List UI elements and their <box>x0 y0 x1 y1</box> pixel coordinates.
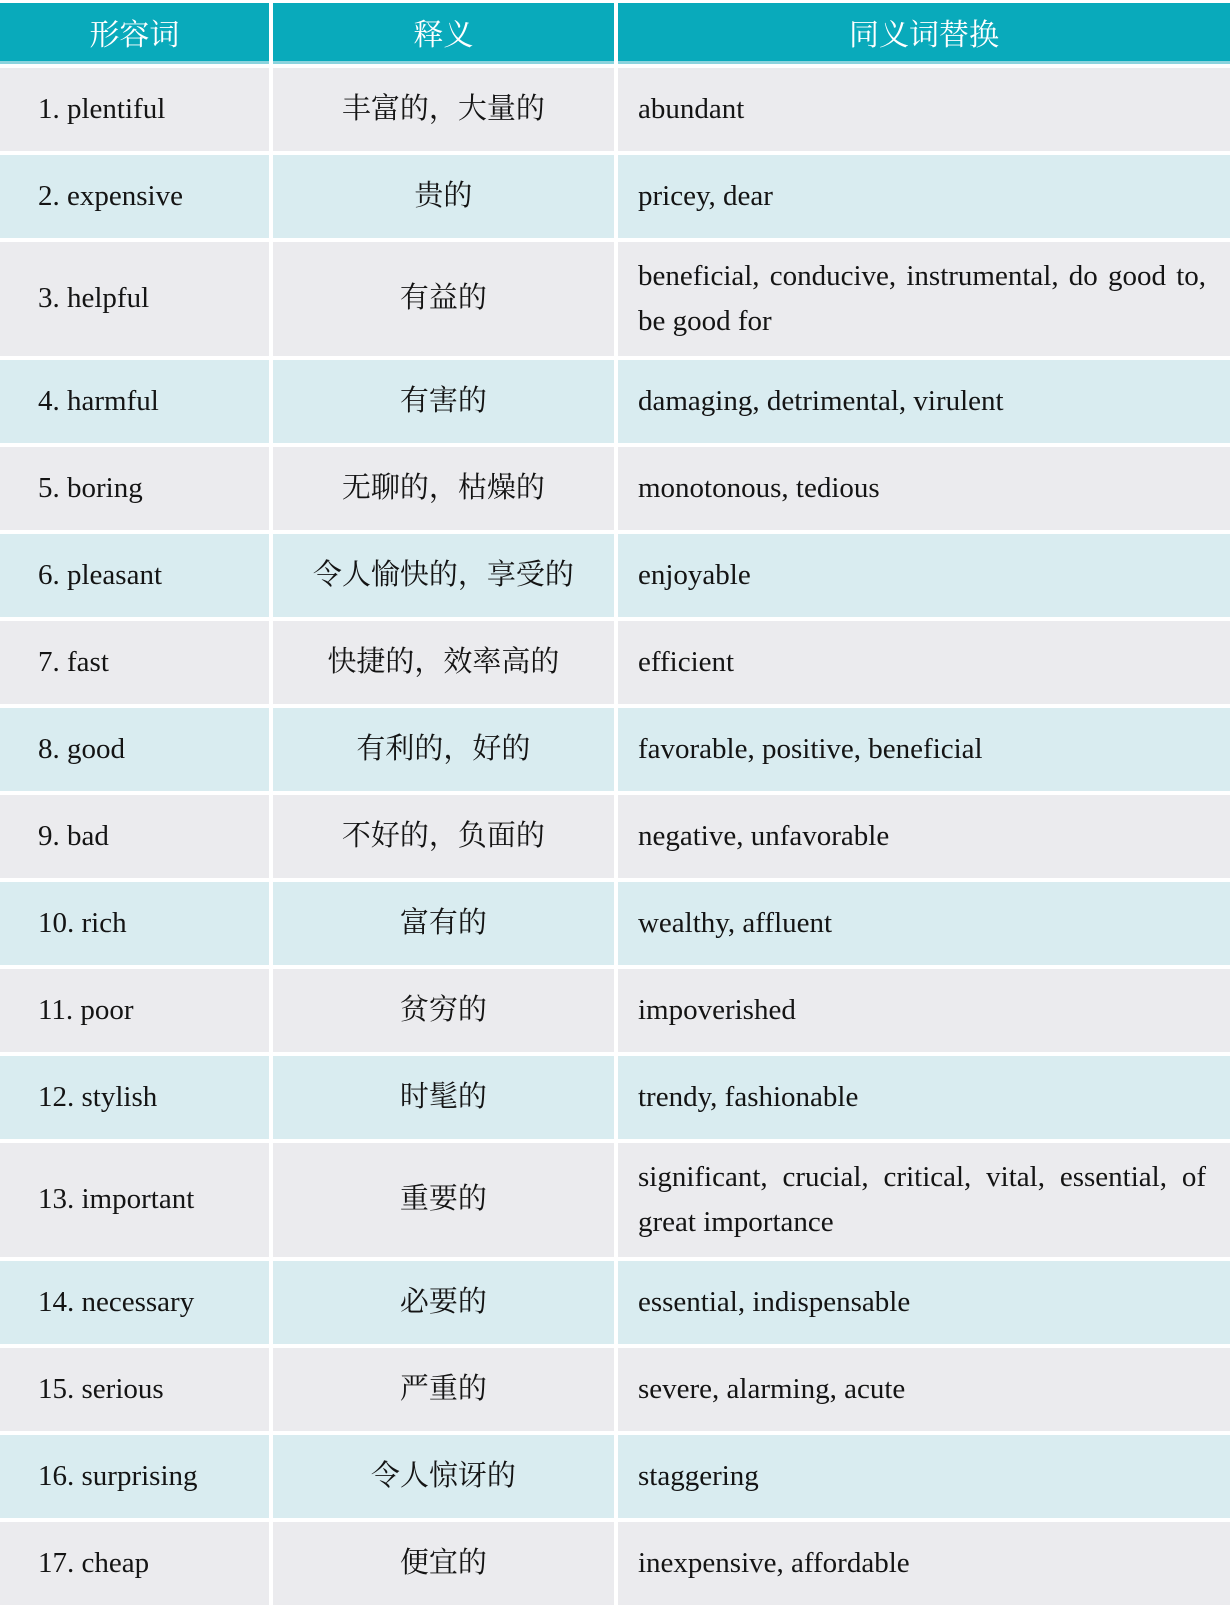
meaning-cell: 快捷的，效率高的 <box>273 621 614 704</box>
table-header <box>0 3 1230 64</box>
meaning-cell: 严重的 <box>273 1348 614 1431</box>
meaning-cell: 重要的 <box>273 1143 614 1257</box>
synonyms-cell: severe, alarming, acute <box>618 1348 1230 1431</box>
table-row <box>0 534 1230 617</box>
table-row <box>0 1056 1230 1139</box>
table-row <box>0 1348 1230 1431</box>
table-row <box>0 242 1230 356</box>
meaning-cell: 便宜的 <box>273 1522 614 1605</box>
table-row <box>0 1143 1230 1257</box>
meaning-cell: 令人愉快的，享受的 <box>273 534 614 617</box>
table-row <box>0 447 1230 530</box>
adjective-cell: 17. cheap <box>0 1522 269 1605</box>
meaning-cell: 有害的 <box>273 360 614 443</box>
synonyms-cell: efficient <box>618 621 1230 704</box>
header-row <box>0 3 1230 64</box>
synonyms-cell: staggering <box>618 1435 1230 1518</box>
adjective-cell: 16. surprising <box>0 1435 269 1518</box>
meaning-cell: 有益的 <box>273 242 614 356</box>
adjective-cell: 3. helpful <box>0 242 269 356</box>
meaning-cell: 时髦的 <box>273 1056 614 1139</box>
table-row <box>0 1435 1230 1518</box>
meaning-cell: 贫穷的 <box>273 969 614 1052</box>
table-row <box>0 708 1230 791</box>
table-row <box>0 1261 1230 1344</box>
adjective-cell: 15. serious <box>0 1348 269 1431</box>
adjective-cell: 11. poor <box>0 969 269 1052</box>
column-header-meaning: 释义 <box>273 3 614 64</box>
meaning-cell: 必要的 <box>273 1261 614 1344</box>
adjective-cell: 6. pleasant <box>0 534 269 617</box>
adjective-cell: 7. fast <box>0 621 269 704</box>
synonyms-cell: trendy, fashionable <box>618 1056 1230 1139</box>
synonyms-cell: beneficial, conducive, instrumental, do good to, be good for <box>618 242 1230 356</box>
column-header-synonyms: 同义词替换 <box>618 3 1230 64</box>
meaning-cell: 无聊的，枯燥的 <box>273 447 614 530</box>
adjective-cell: 9. bad <box>0 795 269 878</box>
synonyms-cell: enjoyable <box>618 534 1230 617</box>
table-row <box>0 68 1230 151</box>
synonyms-cell: wealthy, affluent <box>618 882 1230 965</box>
meaning-cell: 贵的 <box>273 155 614 238</box>
meaning-cell: 富有的 <box>273 882 614 965</box>
table-row <box>0 155 1230 238</box>
adjective-cell: 4. harmful <box>0 360 269 443</box>
synonyms-cell: inexpensive, affordable <box>618 1522 1230 1605</box>
table-row <box>0 1522 1230 1605</box>
table-row <box>0 882 1230 965</box>
synonyms-cell: impoverished <box>618 969 1230 1052</box>
synonyms-cell: pricey, dear <box>618 155 1230 238</box>
table-row <box>0 969 1230 1052</box>
adjective-cell: 2. expensive <box>0 155 269 238</box>
synonyms-cell: damaging, detrimental, virulent <box>618 360 1230 443</box>
table-row <box>0 795 1230 878</box>
adjective-cell: 10. rich <box>0 882 269 965</box>
synonyms-cell: negative, unfavorable <box>618 795 1230 878</box>
synonyms-cell: favorable, positive, beneficial <box>618 708 1230 791</box>
synonyms-cell: abundant <box>618 68 1230 151</box>
adjective-cell: 12. stylish <box>0 1056 269 1139</box>
meaning-cell: 不好的，负面的 <box>273 795 614 878</box>
synonyms-cell: significant, crucial, critical, vital, essential, of great importance <box>618 1143 1230 1257</box>
meaning-cell: 有利的，好的 <box>273 708 614 791</box>
adjective-cell: 1. plentiful <box>0 68 269 151</box>
synonyms-cell: monotonous, tedious <box>618 447 1230 530</box>
adjective-cell: 13. important <box>0 1143 269 1257</box>
table-body <box>0 68 1230 1605</box>
adjective-cell: 14. necessary <box>0 1261 269 1344</box>
table-row <box>0 621 1230 704</box>
meaning-cell: 丰富的，大量的 <box>273 68 614 151</box>
adjective-cell: 5. boring <box>0 447 269 530</box>
column-header-adjective: 形容词 <box>0 3 269 64</box>
meaning-cell: 令人惊讶的 <box>273 1435 614 1518</box>
synonyms-cell: essential, indispensable <box>618 1261 1230 1344</box>
table-row <box>0 360 1230 443</box>
adjective-cell: 8. good <box>0 708 269 791</box>
